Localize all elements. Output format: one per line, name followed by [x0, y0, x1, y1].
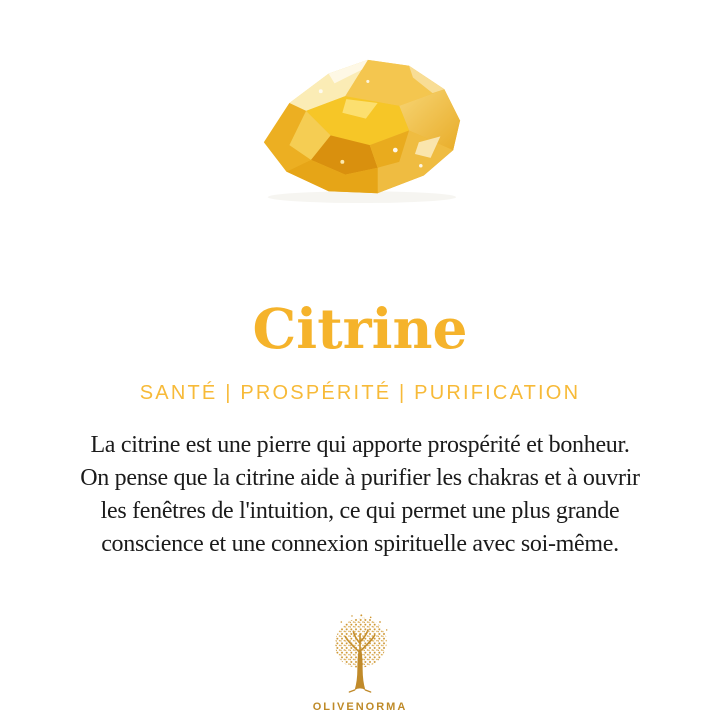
description-line: On pense que la citrine aide à purifier les chakras et à ouvrir — [80, 465, 640, 491]
brand-name: OLIVENORMA — [312, 701, 408, 713]
citrine-crystal-illustration — [252, 52, 468, 204]
stone-properties-subtitle: SANTÉ | PROSPÉRITÉ | PURIFICATION — [139, 382, 581, 404]
tree-of-life-icon — [325, 614, 395, 694]
description-line: conscience et une connexion spirituelle avec soi-même. — [101, 531, 619, 557]
brand-logo — [0, 614, 720, 713]
description-line: La citrine est une pierre qui apporte prospérité et bonheur. — [90, 432, 630, 458]
description-line: les fenêtres de l'intuition, ce qui permet une plus grande — [100, 498, 620, 524]
citrine-crystal-photo — [252, 52, 468, 204]
stone-description — [0, 429, 720, 561]
page-title: Citrine — [252, 296, 468, 361]
